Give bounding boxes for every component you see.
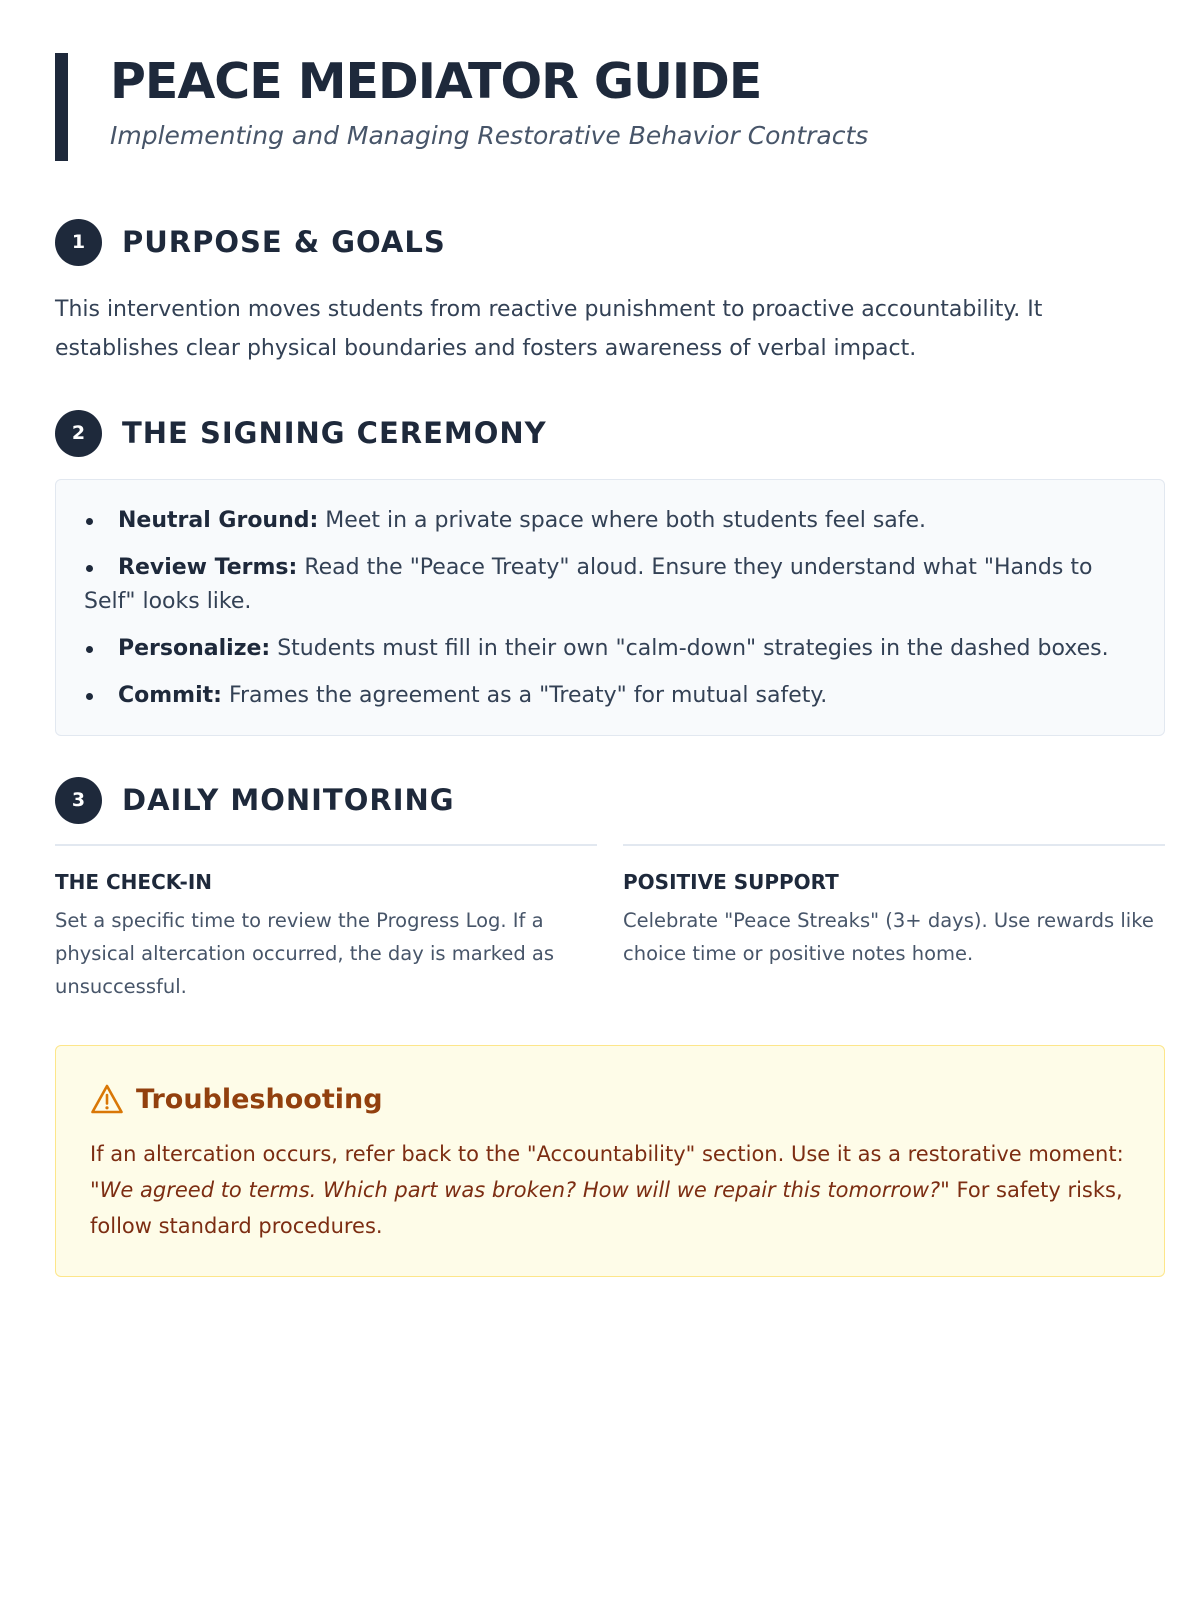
purpose-paragraph: This intervention moves students from reactive punishment to proactive accountability. It establishes clear physical boundaries and fosters awareness of verbal impact.: [55, 297, 1043, 361]
column-title: THE CHECK-IN: [55, 870, 213, 894]
item-label: Commit:: [118, 683, 222, 708]
item-label: Personalize:: [118, 636, 271, 661]
ceremony-steps-list: [84, 504, 1134, 713]
troubleshooting-text: [90, 1136, 1130, 1244]
troubleshooting-heading: [90, 1082, 1130, 1116]
section-signing-ceremony: [55, 409, 1165, 736]
section-number-badge: 3: [55, 777, 102, 824]
section-purpose: [55, 218, 1165, 368]
monitoring-columns: [55, 844, 1165, 1003]
item-label: Review Terms:: [118, 555, 298, 580]
list-item: [84, 504, 1134, 538]
section-heading: [55, 776, 1165, 824]
column-title: POSITIVE SUPPORT: [623, 870, 839, 894]
column-text: Set a specific time to review the Progress Log. If a physical altercation occurred, the day is marked as unsuccessful.: [55, 909, 555, 998]
list-item: [84, 551, 1134, 619]
bullet-icon: [86, 693, 93, 700]
page-subtitle: Implementing and Managing Restorative Behavior Contracts: [110, 121, 869, 150]
item-text: Students must fill in their own "calm-down" strategies in the dashed boxes.: [270, 636, 1109, 661]
page-title: PEACE MEDIATOR GUIDE: [110, 53, 762, 110]
section-title: PURPOSE & GOALS: [122, 225, 446, 259]
check-in-column: [55, 844, 597, 1003]
section-title: THE SIGNING CEREMONY: [122, 416, 547, 450]
troubleshooting-quote: "We agreed to terms. Which part was broken? How will we repair this tomorrow?": [90, 1178, 950, 1202]
list-item: [84, 632, 1134, 666]
item-text: Meet in a private space where both students feel safe.: [318, 508, 927, 533]
item-text: Frames the agreement as a "Treaty" for mutual safety.: [221, 683, 828, 708]
section-daily-monitoring: [55, 776, 1165, 1003]
column-text: Celebrate "Peace Streaks" (3+ days). Use rewards like choice time or positive notes home.: [623, 909, 1154, 965]
list-item: [84, 679, 1134, 713]
section-number-badge: 1: [55, 219, 102, 266]
positive-support-column: [623, 844, 1165, 1003]
troubleshooting-callout: [55, 1045, 1165, 1277]
section-heading: [55, 409, 1165, 457]
section-number-badge: 2: [55, 410, 102, 457]
bullet-icon: [86, 518, 93, 525]
bullet-icon: [86, 565, 93, 572]
bullet-icon: [86, 646, 93, 653]
ceremony-steps-box: [55, 479, 1165, 736]
warning-icon: [90, 1083, 124, 1115]
page-header: [55, 53, 1165, 161]
section-heading: [55, 218, 1165, 266]
troubleshooting-text-after: For safety risks, follow standard procedures.: [90, 1178, 1123, 1238]
header-accent-bar: [55, 53, 68, 161]
troubleshooting-text-before: If an altercation occurs, refer back to the "Accountability" section. Use it as a restorative moment:: [90, 1142, 1124, 1166]
guide-page: [55, 53, 1165, 1277]
item-label: Neutral Ground:: [118, 508, 319, 533]
troubleshooting-title: Troubleshooting: [136, 1083, 383, 1115]
item-text: Read the "Peace Treaty" aloud. Ensure they understand what "Hands to Self" looks like.: [84, 555, 1093, 614]
section-title: DAILY MONITORING: [122, 783, 455, 817]
